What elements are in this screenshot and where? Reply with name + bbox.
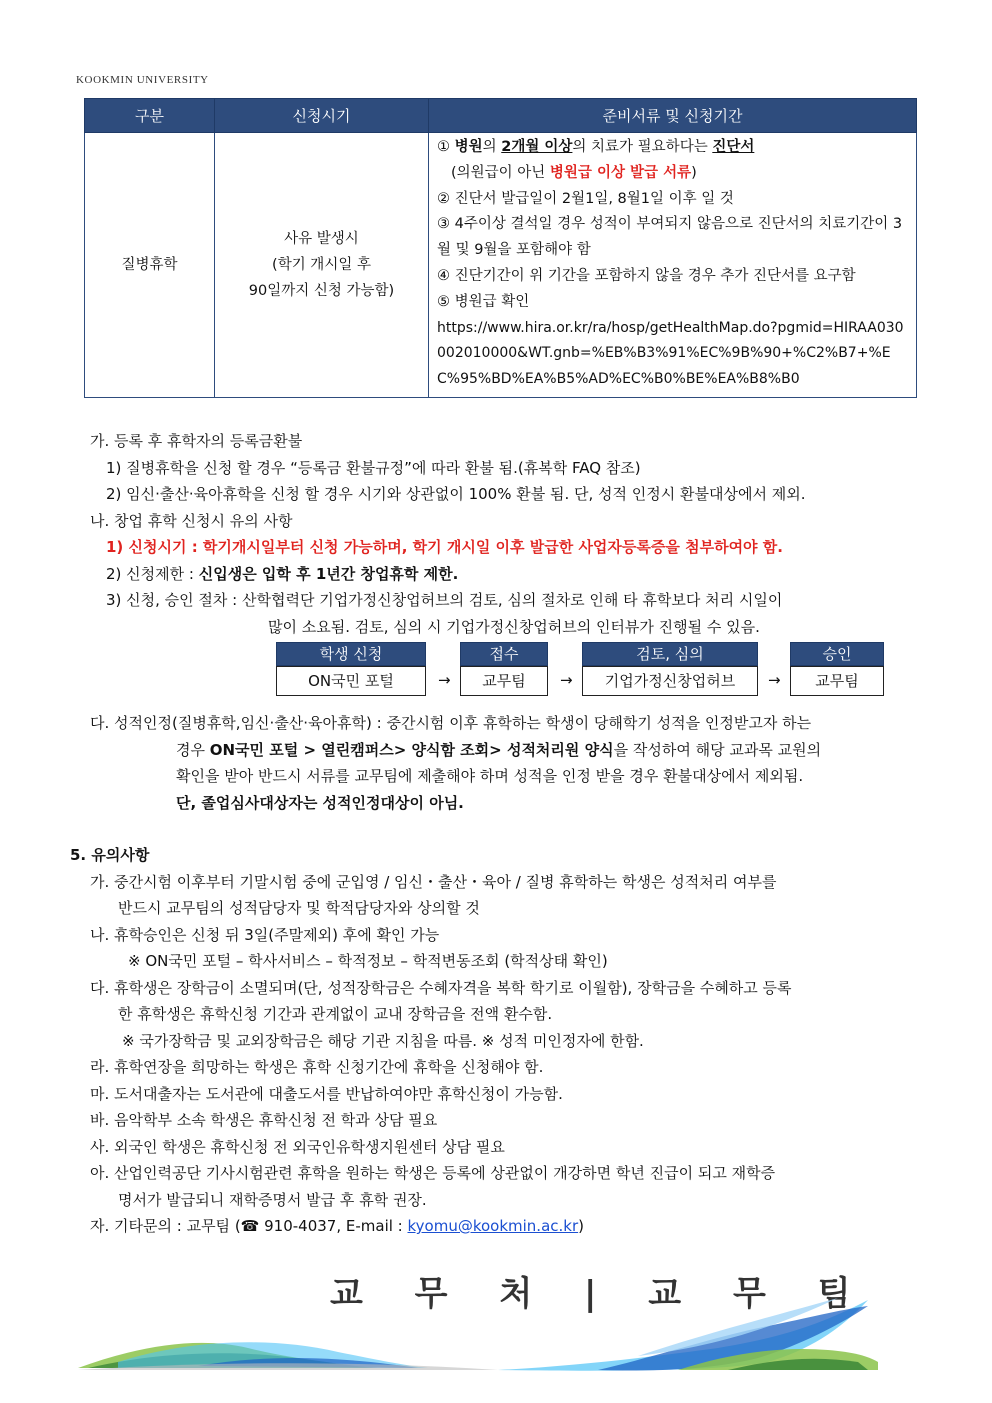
- s5-item-a: 아. 산업인력공단 기사시험관련 휴학을 원하는 학생은 등록에 상관없이 개강하면 학년 진급이 되고 재학증: [90, 1164, 776, 1182]
- footer-office-title: 교 무 처 | 교 무 팀: [330, 1274, 871, 1314]
- section-da-line-3: 확인을 받아 반드시 서류를 교무팀에 제출해야 하며 성적을 인정 받을 경우 환불대상에서 제외됨.: [176, 767, 804, 785]
- header-documents: 준비서류 및 신청기간: [429, 99, 917, 133]
- section-na-title: 나. 창업 휴학 신청시 유의 사항: [90, 511, 293, 530]
- table-header-row: [85, 99, 917, 133]
- section-ga-item-2: 2) 임신·출산·육아휴학을 신청 할 경우 시기와 상관없이 100% 환불 됨. 단, 성적 인정시 환불대상에서 제외.: [106, 485, 806, 503]
- section-ga-title: 가. 등록 후 휴학자의 등록금환불: [90, 432, 303, 450]
- restriction-text: 신입생은 입학 후 1년간 창업휴학 제한.: [198, 564, 459, 583]
- flow-step-body: 교무팀: [790, 666, 884, 696]
- doc-item-4: ④ 진단기간이 위 기간을 포함하지 않을 경우 추가 진단서를 요구함: [437, 267, 856, 284]
- flow-arrow-icon: →: [438, 671, 451, 689]
- flow-step-approve: [790, 642, 884, 696]
- s5-item-ma: 마. 도서대출자는 도서관에 대출도서를 반납하여야만 휴학신청이 가능함.: [90, 1084, 563, 1103]
- s5-item-da: 다. 휴학생은 장학금이 소멸되며(단, 성적장학금은 수혜자격을 복학 학기로 이월함), 장학금을 수혜하고 등록: [90, 978, 792, 997]
- doc-num: ①: [437, 139, 450, 155]
- s5-item-ra: 라. 휴학연장을 희망하는 학생은 휴학 신청기간에 휴학을 신청해야 함.: [90, 1058, 544, 1076]
- form-path: ON국민 포털 > 열린캠퍼스> 양식함 조회> 성적처리원 양식: [209, 740, 614, 759]
- doc-item-2: ② 진단서 발급일이 2월1일, 8월1일 이후 일 것: [437, 190, 734, 207]
- s5-item-na-note: ※ ON국민 포털 – 학사서비스 – 학적정보 – 학적변동조회 (학적상태 확인): [128, 952, 608, 970]
- doc-item-5: ⑤ 병원급 확인: [437, 293, 530, 310]
- documents-cell: [429, 133, 917, 398]
- s5-item-ga: 가. 중간시험 이후부터 기말시험 중에 군입영 / 임신・출산・육아 / 질병 휴학하는 학생은 성적처리 여부를: [90, 872, 777, 891]
- s5-item-na: 나. 휴학승인은 신청 뒤 3일(주말제외) 후에 확인 가능: [90, 925, 440, 944]
- s5-item-ga-cont: 반드시 교무팀의 성적담당자 및 학적담당자와 상의할 것: [118, 899, 480, 917]
- flow-step-body: 기업가정신창업허브: [582, 666, 758, 696]
- table-row: [85, 133, 917, 398]
- contact-text: 자. 기타문의 : 교무팀 (☎ 910-4037, E-mail :: [90, 1217, 408, 1235]
- section-na-item-2: [90, 561, 926, 588]
- s5-item-a-cont: 명서가 발급되니 재학증명서 발급 후 휴학 권장.: [118, 1190, 427, 1209]
- flow-step-body: 교무팀: [460, 666, 548, 696]
- doc-duration: 2개월 이상: [501, 139, 573, 155]
- document-body: [70, 428, 926, 1240]
- s5-item-da-note: ※ 국가장학금 및 교외장학금은 해당 기관 지침을 따름. ※ 성적 미인정자에 한함.: [122, 1031, 644, 1050]
- flow-step-receive: [460, 642, 548, 696]
- restriction-label: 2) 신청제한 :: [106, 564, 199, 583]
- section-da-line-4: 단, 졸업심사대상자는 성적인정대상이 아님.: [176, 793, 464, 812]
- doc-text: 의 치료가 필요하다는: [572, 139, 713, 155]
- flow-step-head: 검토, 심의: [582, 642, 758, 666]
- section-5-title: 5. 유의사항: [70, 846, 150, 864]
- s5-item-da-cont: 한 휴학생은 휴학신청 기간과 관계없이 교내 장학금을 전액 환수함.: [118, 1005, 553, 1023]
- doc-text: ): [691, 164, 697, 181]
- mountain-wave-decoration: [78, 1296, 878, 1376]
- doc-red-emphasis: 병원급 이상 발급 서류: [549, 164, 692, 181]
- flow-step-head: 승인: [790, 642, 884, 666]
- doc-item-1-sub: [437, 161, 908, 187]
- section-da-line-1: 다. 성적인정(질병휴학,임신·출산·육아휴학) : 중간시험 이후 휴학하는 학생이 당해학기 성적을 인정받고자 하는: [90, 714, 812, 732]
- flow-step-head: 학생 신청: [276, 642, 426, 666]
- section-ga-item-1: 1) 질병휴학을 신청 할 경우 “등록금 환불규정”에 따라 환불 됨.(휴복학 FAQ 참조): [106, 458, 641, 477]
- doc-item-3: ③ 4주이상 결석일 경우 성적이 부여되지 않음으로 진단서의 치료기간이 3월 및 9월을 포함해야 함: [437, 216, 903, 259]
- contact-text: ): [578, 1217, 584, 1235]
- s5-item-ja: [90, 1213, 926, 1240]
- section-da-line-2: [90, 737, 926, 764]
- doc-diagnosis: 진단서: [712, 139, 755, 155]
- section-na-item-1: 1) 신청시기 : 학기개시일부터 신청 가능하며, 학기 개시일 이후 발급한 사업자등록증을 첨부하여야 함.: [106, 538, 783, 556]
- flow-step-head: 접수: [460, 642, 548, 666]
- category-cell: 질병휴학: [85, 133, 215, 398]
- leave-requirements-table: [84, 98, 917, 398]
- s5-item-sa: 사. 외국인 학생은 휴학신청 전 외국인유학생지원센터 상담 필요: [90, 1137, 505, 1156]
- timing-line: 사유 발생시: [284, 230, 359, 247]
- doc-item-1: [437, 135, 908, 161]
- section-na-item-3-cont: 많이 소요됨. 검토, 심의 시 기업가정신창업허브의 인터뷰가 진행될 수 있음.: [268, 617, 760, 636]
- da-text: 경우: [176, 740, 210, 759]
- doc-text: (의원급이 아닌: [451, 164, 550, 181]
- timing-line: 90일까지 신청 가능함): [248, 282, 395, 299]
- flow-arrow-icon: →: [560, 671, 573, 689]
- s5-item-ba: 바. 음악학부 소속 학생은 휴학신청 전 학과 상담 필요: [90, 1111, 438, 1129]
- university-name: KOOKMIN UNIVERSITY: [76, 74, 209, 86]
- flow-step-review: [582, 642, 758, 696]
- section-na-item-3: 3) 신청, 승인 절차 : 산학협력단 기업가정신창업허브의 검토, 심의 절차로 인해 타 휴학보다 처리 시일이: [106, 591, 783, 609]
- hospital-check-link[interactable]: https://www.hira.or.kr/ra/hosp/getHealthMap.do?pgmid=HIRAA030002010000&WT.gnb=%EB%B3%91%EC%9B%90+%C2%B7+%EC%95%BD%EA%B5%AD%EC%B0%BE%EA%B8%B0: [437, 319, 904, 388]
- approval-flow: [90, 642, 926, 706]
- timing-cell: [215, 133, 429, 398]
- da-text: 을 작성하여 해당 교과목 교원의: [613, 740, 822, 759]
- header-category: 구분: [85, 99, 215, 133]
- email-link[interactable]: kyomu@kookmin.ac.kr: [407, 1217, 579, 1235]
- flow-step-apply: [276, 642, 426, 696]
- flow-step-body: ON국민 포털: [276, 666, 426, 696]
- doc-hospital: 병원: [454, 139, 483, 155]
- doc-text: 의: [482, 139, 502, 155]
- flow-arrow-icon: →: [768, 671, 781, 689]
- timing-line: (학기 개시일 후: [272, 256, 371, 273]
- header-timing: 신청시기: [215, 99, 429, 133]
